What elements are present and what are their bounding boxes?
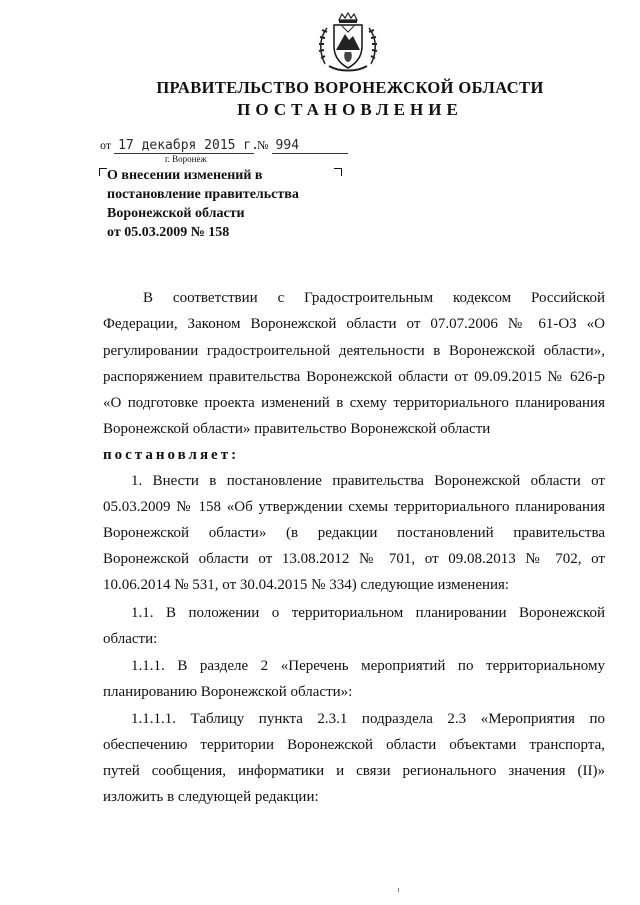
handwritten-number: 994 [272,138,348,154]
document-type-title: ПОСТАНОВЛЕНИЕ [237,100,463,119]
item-1-1-line: области: [103,631,158,647]
item-1-1-1-line: 1.1.1. В разделе 2 «Перечень мероприятий по территориальному [131,658,605,674]
item-1-1-1-1-line: путей сообщения, информатики и связи регионального значения (II)» [103,763,605,779]
item-1-line: 10.06.2014 № 531, от 30.04.2015 № 334) следующие изменения: [103,577,510,593]
item-1-1-1-1-line: обеспечению территории Воронежской области объектами транспорта, [103,737,605,753]
number-label: № [257,138,269,152]
item-1-line: 1. Внести в постановление правительства Воронежской области от [131,473,605,489]
subject-line: от 05.03.2009 № 158 [107,225,230,240]
document-date-number-line [100,138,348,154]
item-1-1-1-1-line: изложить в следующей редакции: [103,789,319,805]
item-1-1-1-line: планированию Воронежской области»: [103,684,353,700]
item-1-1-line: 1.1. В положении о территориальном планировании Воронежской [131,605,605,621]
preamble-line: Федерации, Законом Воронежской области от 07.07.2006 № 61-ОЗ «О [103,316,605,332]
city-label: г. Воронеж [165,154,207,164]
preamble-line: регулировании градостроительной деятельности в Воронежской области», [103,343,605,359]
preamble-line: Воронежской области» правительство Воронежской области [103,421,491,437]
item-1-line: Воронежской области» (в редакции постановлений правительства [103,525,605,541]
preamble-line: «О подготовке проекта изменений в схему территориального планирования [103,395,605,411]
item-1-line: Воронежской области от 13.08.2012 № 701, от 09.08.2013 № 702, от [103,551,605,567]
preamble-line: распоряжением правительства Воронежской области от 09.09.2015 № 626-р [103,369,605,385]
item-1-1-1-1-line: 1.1.1.1. Таблицу пункта 2.3.1 подраздела 2.3 «Мероприятия по [131,711,605,727]
government-title: ПРАВИТЕЛЬСТВО ВОРОНЕЖСКОЙ ОБЛАСТИ [156,78,544,97]
subject-bracket-left [99,168,107,176]
scan-mark [398,888,399,892]
coat-of-arms-emblem [315,12,381,74]
handwritten-date: 17 декабря 2015 г. [114,138,254,154]
subject-line: постановление правительства [107,187,299,202]
decree-word: постановляет: [103,447,240,463]
subject-line: О внесении изменений в [107,168,263,183]
document-subject [107,166,337,242]
item-1-line: 05.03.2009 № 158 «Об утверждении схемы территориального планирования [103,499,605,515]
from-label: от [100,138,112,152]
subject-line: Воронежской области [107,206,245,221]
preamble-line: В соответствии с Градостроительным кодексом Российской [143,290,605,306]
